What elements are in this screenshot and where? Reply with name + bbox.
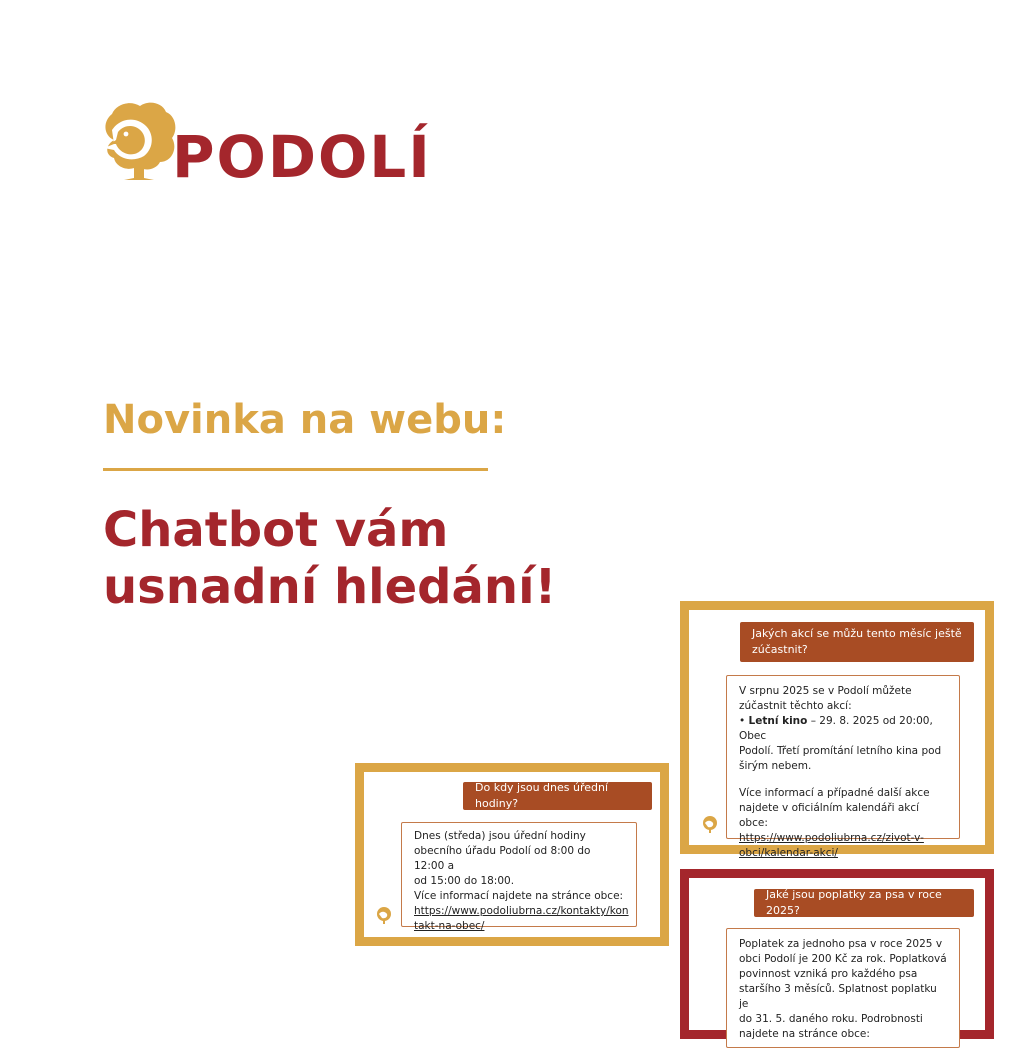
answer-line: Více informací a případné další akce [739,787,930,799]
question-bubble-office-hours: Do kdy jsou dnes úřední hodiny? [463,782,652,810]
answer-line: povinnost vzniká pro každého psa [739,968,918,980]
events-calendar-link[interactable]: https://www.podoliubrna.cz/zivot-v- [739,832,924,844]
answer-line: Dnes (středa) jsou úřední hodiny [414,830,586,842]
answer-line: od 15:00 do 18:00. [414,875,515,887]
answer-line: Podolí. Třetí promítání letního kina pod [739,745,942,757]
kicker-title: Novinka na webu: [103,397,507,443]
question-bubble-events [740,622,974,662]
question-line: Jakých akcí se můžu tento měsíc ještě [752,627,962,640]
answer-bubble-office-hours [401,822,637,932]
question-line: zúčastnit? [752,643,808,656]
answer-line: obecního úřadu Podolí od 8:00 do 12:00 a [414,845,591,872]
chatbot-avatar-icon [701,815,719,833]
chat-card-dog-fees [680,869,994,1039]
answer-line: staršího 3 měsíců. Splatnost poplatku je [739,983,937,1010]
answer-line: do 31. 5. daného roku. Podrobnosti [739,1013,923,1025]
answer-bubble-dog-fees [726,928,960,1048]
bird-tree-icon [100,100,178,182]
office-hours-link-cont[interactable]: takt-na-obec/ [414,920,485,932]
events-calendar-link-cont[interactable]: obci/kalendar-akci/ [739,847,838,859]
chat-card-events [680,601,994,859]
answer-line: širým nebem. [739,760,812,772]
answer-line: V srpnu 2025 se v Podolí můžete [739,685,912,697]
chat-card-office-hours [355,763,669,946]
chatbot-avatar-icon [375,906,393,924]
answer-line: Poplatek za jednoho psa v roce 2025 v [739,938,943,950]
event-bullet: • Letní kino – 29. 8. 2025 od 20:00, Obec [739,715,933,742]
event-detail: – 29. 8. 2025 od 20:00, Obec [739,715,933,742]
event-name: Letní kino [748,715,808,727]
divider-rule [103,468,488,471]
logo-wordmark: PODOLÍ [172,123,432,191]
question-bubble-dog-fees: Jaké jsou poplatky za psa v roce 2025? [754,889,974,917]
office-hours-link[interactable]: https://www.podoliubrna.cz/kontakty/kon [414,905,629,917]
headline-line-1: Chatbot vám [103,502,449,558]
answer-line: obci Podolí je 200 Kč za rok. Poplatková [739,953,947,965]
answer-line: najdete na stránce obce: [739,1028,870,1040]
answer-line: zúčastnit těchto akcí: [739,700,852,712]
headline [103,502,623,616]
headline-line-2: usnadní hledání! [103,559,557,615]
answer-bubble-events [726,675,960,859]
answer-line: najdete v oficiálním kalendáři akcí obce: [739,802,920,829]
answer-line: Více informací najdete na stránce obce: [414,890,624,902]
